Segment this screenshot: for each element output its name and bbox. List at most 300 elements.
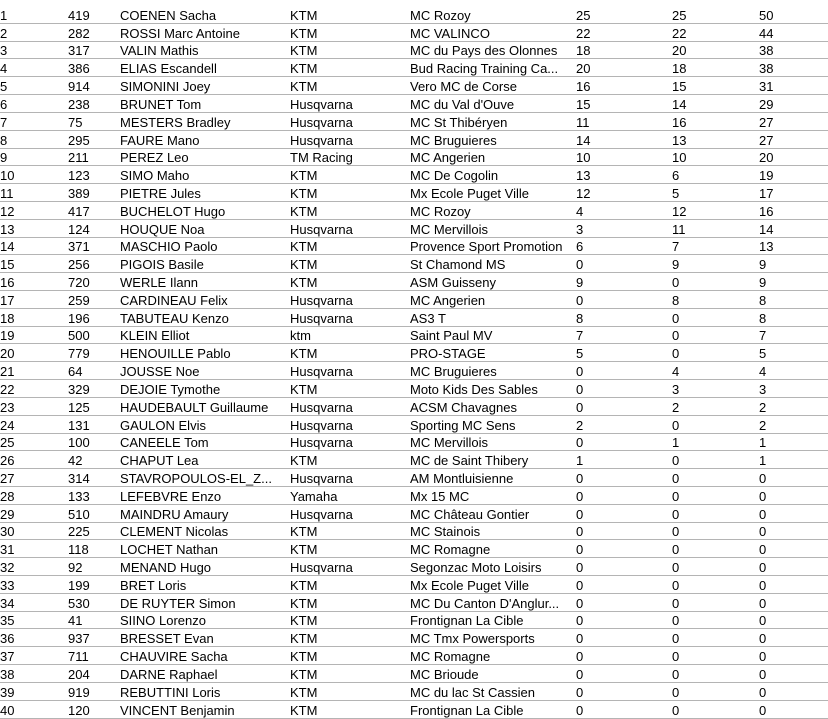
rider-name-cell: VINCENT Benjamin (120, 700, 290, 718)
total-points-cell: 38 (759, 59, 828, 77)
brand-cell: TM Racing (290, 148, 410, 166)
position-cell: 23 (0, 397, 68, 415)
club-cell: MC du lac St Cassien (410, 682, 576, 700)
rider-name-cell: HAUDEBAULT Guillaume (120, 397, 290, 415)
table-row (0, 184, 828, 202)
race2-points-cell: 7 (672, 237, 759, 255)
position-cell: 7 (0, 112, 68, 130)
brand-cell: KTM (290, 41, 410, 59)
race1-points-cell: 0 (576, 504, 672, 522)
brand-cell: KTM (290, 700, 410, 718)
total-points-cell: 0 (759, 576, 828, 594)
total-points-cell: 27 (759, 130, 828, 148)
rider-name-cell: DEJOIE Tymothe (120, 380, 290, 398)
table-row (0, 6, 828, 23)
brand-cell: KTM (290, 451, 410, 469)
rider-name-cell: PEREZ Leo (120, 148, 290, 166)
brand-cell: KTM (290, 611, 410, 629)
rider-name-cell: VALIN Mathis (120, 41, 290, 59)
rider-number-cell: 64 (68, 362, 120, 380)
rider-name-cell: WERLE Ilann (120, 273, 290, 291)
rider-number-cell: 133 (68, 486, 120, 504)
brand-cell: KTM (290, 23, 410, 41)
club-cell: Saint Paul MV (410, 326, 576, 344)
brand-cell: Husqvarna (290, 433, 410, 451)
brand-cell: Husqvarna (290, 291, 410, 309)
position-cell: 40 (0, 700, 68, 718)
race2-points-cell: 0 (672, 611, 759, 629)
table-row (0, 629, 828, 647)
rider-name-cell: DARNE Raphael (120, 665, 290, 683)
table-row (0, 415, 828, 433)
club-cell: MC Rozoy (410, 201, 576, 219)
rider-number-cell: 914 (68, 77, 120, 95)
rider-name-cell: CHAUVIRE Sacha (120, 647, 290, 665)
rider-number-cell: 389 (68, 184, 120, 202)
table-row (0, 576, 828, 594)
rider-number-cell: 329 (68, 380, 120, 398)
total-points-cell: 4 (759, 362, 828, 380)
race2-points-cell: 0 (672, 451, 759, 469)
race1-points-cell: 22 (576, 23, 672, 41)
race2-points-cell: 4 (672, 362, 759, 380)
position-cell: 8 (0, 130, 68, 148)
rider-name-cell: KLEIN Elliot (120, 326, 290, 344)
rider-number-cell: 386 (68, 59, 120, 77)
race1-points-cell: 10 (576, 148, 672, 166)
table-row (0, 593, 828, 611)
club-cell: MC du Val d'Ouve (410, 95, 576, 113)
brand-cell: KTM (290, 166, 410, 184)
table-row (0, 611, 828, 629)
rider-name-cell: MASCHIO Paolo (120, 237, 290, 255)
race2-points-cell: 25 (672, 6, 759, 23)
total-points-cell: 19 (759, 166, 828, 184)
race2-points-cell: 0 (672, 504, 759, 522)
brand-cell: KTM (290, 77, 410, 95)
table-row (0, 59, 828, 77)
rider-number-cell: 75 (68, 112, 120, 130)
rider-name-cell: LEFEBVRE Enzo (120, 486, 290, 504)
brand-cell: KTM (290, 59, 410, 77)
rider-name-cell: ELIAS Escandell (120, 59, 290, 77)
race1-points-cell: 0 (576, 576, 672, 594)
brand-cell: KTM (290, 522, 410, 540)
club-cell: Frontignan La Cible (410, 700, 576, 718)
total-points-cell: 9 (759, 273, 828, 291)
position-cell: 31 (0, 540, 68, 558)
total-points-cell: 7 (759, 326, 828, 344)
club-cell: MC de Saint Thibery (410, 451, 576, 469)
rider-number-cell: 500 (68, 326, 120, 344)
total-points-cell: 17 (759, 184, 828, 202)
race1-points-cell: 3 (576, 219, 672, 237)
brand-cell: KTM (290, 6, 410, 23)
rider-number-cell: 919 (68, 682, 120, 700)
club-cell: MC Bruguieres (410, 130, 576, 148)
club-cell: MC St Thibéryen (410, 112, 576, 130)
rider-number-cell: 211 (68, 148, 120, 166)
brand-cell: Husqvarna (290, 397, 410, 415)
position-cell: 26 (0, 451, 68, 469)
brand-cell: Husqvarna (290, 558, 410, 576)
rider-number-cell: 720 (68, 273, 120, 291)
position-cell: 18 (0, 308, 68, 326)
rider-number-cell: 225 (68, 522, 120, 540)
club-cell: Mx 15 MC (410, 486, 576, 504)
club-cell: Sporting MC Sens (410, 415, 576, 433)
brand-cell: KTM (290, 184, 410, 202)
race1-points-cell: 11 (576, 112, 672, 130)
race2-points-cell: 0 (672, 326, 759, 344)
rider-number-cell: 259 (68, 291, 120, 309)
brand-cell: Husqvarna (290, 362, 410, 380)
race1-points-cell: 0 (576, 700, 672, 718)
race1-points-cell: 0 (576, 486, 672, 504)
total-points-cell: 1 (759, 451, 828, 469)
race2-points-cell: 0 (672, 308, 759, 326)
race1-points-cell: 20 (576, 59, 672, 77)
race2-points-cell: 0 (672, 682, 759, 700)
total-points-cell: 0 (759, 540, 828, 558)
table-row (0, 201, 828, 219)
position-cell: 20 (0, 344, 68, 362)
brand-cell: KTM (290, 665, 410, 683)
race1-points-cell: 0 (576, 540, 672, 558)
total-points-cell: 29 (759, 95, 828, 113)
race2-points-cell: 2 (672, 397, 759, 415)
race1-points-cell: 0 (576, 647, 672, 665)
total-points-cell: 31 (759, 77, 828, 95)
rider-number-cell: 118 (68, 540, 120, 558)
total-points-cell: 9 (759, 255, 828, 273)
race1-points-cell: 13 (576, 166, 672, 184)
table-row (0, 273, 828, 291)
race1-points-cell: 0 (576, 362, 672, 380)
rider-number-cell: 314 (68, 469, 120, 487)
position-cell: 34 (0, 593, 68, 611)
club-cell: AS3 T (410, 308, 576, 326)
total-points-cell: 1 (759, 433, 828, 451)
position-cell: 22 (0, 380, 68, 398)
club-cell: MC Mervillois (410, 219, 576, 237)
rider-number-cell: 204 (68, 665, 120, 683)
race1-points-cell: 0 (576, 522, 672, 540)
club-cell: PRO-STAGE (410, 344, 576, 362)
position-cell: 24 (0, 415, 68, 433)
rider-number-cell: 125 (68, 397, 120, 415)
position-cell: 2 (0, 23, 68, 41)
club-cell: Segonzac Moto Loisirs (410, 558, 576, 576)
brand-cell: ktm (290, 326, 410, 344)
race2-points-cell: 0 (672, 700, 759, 718)
race2-points-cell: 0 (672, 469, 759, 487)
total-points-cell: 0 (759, 611, 828, 629)
club-cell: MC Tmx Powersports (410, 629, 576, 647)
total-points-cell: 0 (759, 682, 828, 700)
club-cell: Mx Ecole Puget Ville (410, 184, 576, 202)
rider-name-cell: CARDINEAU Felix (120, 291, 290, 309)
total-points-cell: 0 (759, 647, 828, 665)
table-row (0, 326, 828, 344)
race2-points-cell: 6 (672, 166, 759, 184)
club-cell: MC Mervillois (410, 433, 576, 451)
race2-points-cell: 13 (672, 130, 759, 148)
total-points-cell: 8 (759, 308, 828, 326)
race1-points-cell: 25 (576, 6, 672, 23)
position-cell: 38 (0, 665, 68, 683)
rider-number-cell: 937 (68, 629, 120, 647)
race1-points-cell: 14 (576, 130, 672, 148)
club-cell: MC De Cogolin (410, 166, 576, 184)
race2-points-cell: 11 (672, 219, 759, 237)
rider-name-cell: HOUQUE Noa (120, 219, 290, 237)
race1-points-cell: 0 (576, 682, 672, 700)
brand-cell: Husqvarna (290, 504, 410, 522)
position-cell: 10 (0, 166, 68, 184)
club-cell: Frontignan La Cible (410, 611, 576, 629)
rider-number-cell: 295 (68, 130, 120, 148)
race2-points-cell: 9 (672, 255, 759, 273)
race1-points-cell: 4 (576, 201, 672, 219)
position-cell: 28 (0, 486, 68, 504)
rider-name-cell: DE RUYTER Simon (120, 593, 290, 611)
total-points-cell: 0 (759, 665, 828, 683)
race2-points-cell: 0 (672, 486, 759, 504)
race1-points-cell: 1 (576, 451, 672, 469)
brand-cell: KTM (290, 540, 410, 558)
position-cell: 13 (0, 219, 68, 237)
brand-cell: KTM (290, 255, 410, 273)
brand-cell: KTM (290, 237, 410, 255)
rider-name-cell: SIMONINI Joey (120, 77, 290, 95)
race1-points-cell: 6 (576, 237, 672, 255)
brand-cell: Yamaha (290, 486, 410, 504)
position-cell: 35 (0, 611, 68, 629)
club-cell: MC Angerien (410, 291, 576, 309)
club-cell: MC Romagne (410, 647, 576, 665)
race2-points-cell: 0 (672, 576, 759, 594)
table-row (0, 558, 828, 576)
brand-cell: KTM (290, 629, 410, 647)
position-cell: 19 (0, 326, 68, 344)
race1-points-cell: 5 (576, 344, 672, 362)
table-row (0, 219, 828, 237)
brand-cell: KTM (290, 593, 410, 611)
rider-name-cell: STAVROPOULOS-EL_Z... (120, 469, 290, 487)
table-row (0, 700, 828, 718)
brand-cell: KTM (290, 380, 410, 398)
race2-points-cell: 10 (672, 148, 759, 166)
race1-points-cell: 9 (576, 273, 672, 291)
table-row (0, 486, 828, 504)
rider-number-cell: 131 (68, 415, 120, 433)
position-cell: 17 (0, 291, 68, 309)
rider-name-cell: TABUTEAU Kenzo (120, 308, 290, 326)
table-row (0, 504, 828, 522)
table-row (0, 95, 828, 113)
race1-points-cell: 0 (576, 469, 672, 487)
race2-points-cell: 15 (672, 77, 759, 95)
race2-points-cell: 0 (672, 665, 759, 683)
club-cell: MC Rozoy (410, 6, 576, 23)
total-points-cell: 2 (759, 415, 828, 433)
position-cell: 5 (0, 77, 68, 95)
race2-points-cell: 22 (672, 23, 759, 41)
brand-cell: Husqvarna (290, 415, 410, 433)
table-row (0, 130, 828, 148)
table-row (0, 433, 828, 451)
rider-name-cell: PIETRE Jules (120, 184, 290, 202)
table-row (0, 344, 828, 362)
total-points-cell: 44 (759, 23, 828, 41)
position-cell: 6 (0, 95, 68, 113)
rider-name-cell: JOUSSE Noe (120, 362, 290, 380)
race1-points-cell: 15 (576, 95, 672, 113)
table-row (0, 148, 828, 166)
club-cell: St Chamond MS (410, 255, 576, 273)
race1-points-cell: 7 (576, 326, 672, 344)
rider-name-cell: MAINDRU Amaury (120, 504, 290, 522)
brand-cell: KTM (290, 576, 410, 594)
club-cell: MC Du Canton D'Anglur... (410, 593, 576, 611)
rider-number-cell: 417 (68, 201, 120, 219)
rider-number-cell: 100 (68, 433, 120, 451)
position-cell: 36 (0, 629, 68, 647)
position-cell: 4 (0, 59, 68, 77)
rider-name-cell: CANEELE Tom (120, 433, 290, 451)
race2-points-cell: 0 (672, 629, 759, 647)
race2-points-cell: 20 (672, 41, 759, 59)
race2-points-cell: 12 (672, 201, 759, 219)
race2-points-cell: 0 (672, 522, 759, 540)
race2-points-cell: 0 (672, 273, 759, 291)
race1-points-cell: 18 (576, 41, 672, 59)
rider-name-cell: BRUNET Tom (120, 95, 290, 113)
race1-points-cell: 8 (576, 308, 672, 326)
total-points-cell: 0 (759, 522, 828, 540)
position-cell: 11 (0, 184, 68, 202)
rider-name-cell: FAURE Mano (120, 130, 290, 148)
club-cell: MC VALINCO (410, 23, 576, 41)
total-points-cell: 0 (759, 558, 828, 576)
race2-points-cell: 0 (672, 540, 759, 558)
race1-points-cell: 12 (576, 184, 672, 202)
table-row (0, 308, 828, 326)
race1-points-cell: 0 (576, 291, 672, 309)
race1-points-cell: 0 (576, 433, 672, 451)
position-cell: 30 (0, 522, 68, 540)
race2-points-cell: 0 (672, 647, 759, 665)
rider-number-cell: 92 (68, 558, 120, 576)
table-row (0, 362, 828, 380)
position-cell: 29 (0, 504, 68, 522)
rider-name-cell: BUCHELOT Hugo (120, 201, 290, 219)
position-cell: 16 (0, 273, 68, 291)
race1-points-cell: 2 (576, 415, 672, 433)
position-cell: 21 (0, 362, 68, 380)
race2-points-cell: 5 (672, 184, 759, 202)
rider-name-cell: MESTERS Bradley (120, 112, 290, 130)
table-row (0, 23, 828, 41)
race1-points-cell: 0 (576, 593, 672, 611)
table-row (0, 540, 828, 558)
rider-number-cell: 42 (68, 451, 120, 469)
club-cell: MC Romagne (410, 540, 576, 558)
rider-name-cell: BRET Loris (120, 576, 290, 594)
position-cell: 33 (0, 576, 68, 594)
race1-points-cell: 16 (576, 77, 672, 95)
club-cell: MC Brioude (410, 665, 576, 683)
rider-number-cell: 41 (68, 611, 120, 629)
brand-cell: Husqvarna (290, 308, 410, 326)
club-cell: AM Montluisienne (410, 469, 576, 487)
rider-number-cell: 120 (68, 700, 120, 718)
rider-number-cell: 779 (68, 344, 120, 362)
position-cell: 14 (0, 237, 68, 255)
position-cell: 1 (0, 6, 68, 23)
total-points-cell: 0 (759, 629, 828, 647)
rider-name-cell: GAULON Elvis (120, 415, 290, 433)
rider-name-cell: ROSSI Marc Antoine (120, 23, 290, 41)
position-cell: 9 (0, 148, 68, 166)
rider-number-cell: 530 (68, 593, 120, 611)
race1-points-cell: 0 (576, 629, 672, 647)
rider-name-cell: SIINO Lorenzo (120, 611, 290, 629)
position-cell: 12 (0, 201, 68, 219)
position-cell: 15 (0, 255, 68, 273)
table-row (0, 41, 828, 59)
brand-cell: KTM (290, 682, 410, 700)
club-cell: Vero MC de Corse (410, 77, 576, 95)
race2-points-cell: 18 (672, 59, 759, 77)
table-row (0, 397, 828, 415)
rider-number-cell: 199 (68, 576, 120, 594)
table-row (0, 380, 828, 398)
brand-cell: KTM (290, 201, 410, 219)
rider-name-cell: CHAPUT Lea (120, 451, 290, 469)
club-cell: Mx Ecole Puget Ville (410, 576, 576, 594)
total-points-cell: 0 (759, 593, 828, 611)
race2-points-cell: 16 (672, 112, 759, 130)
total-points-cell: 16 (759, 201, 828, 219)
total-points-cell: 5 (759, 344, 828, 362)
club-cell: ACSM Chavagnes (410, 397, 576, 415)
brand-cell: KTM (290, 273, 410, 291)
race2-points-cell: 0 (672, 558, 759, 576)
total-points-cell: 8 (759, 291, 828, 309)
table-row (0, 291, 828, 309)
club-cell: MC Bruguieres (410, 362, 576, 380)
race2-points-cell: 8 (672, 291, 759, 309)
table-row (0, 682, 828, 700)
race1-points-cell: 0 (576, 611, 672, 629)
total-points-cell: 27 (759, 112, 828, 130)
race2-points-cell: 14 (672, 95, 759, 113)
club-cell: MC Angerien (410, 148, 576, 166)
club-cell: MC du Pays des Olonnes (410, 41, 576, 59)
total-points-cell: 14 (759, 219, 828, 237)
club-cell: Moto Kids Des Sables (410, 380, 576, 398)
race1-points-cell: 0 (576, 558, 672, 576)
total-points-cell: 0 (759, 469, 828, 487)
total-points-cell: 20 (759, 148, 828, 166)
brand-cell: Husqvarna (290, 112, 410, 130)
position-cell: 3 (0, 41, 68, 59)
rider-number-cell: 282 (68, 23, 120, 41)
results-body (0, 6, 828, 718)
club-cell: Provence Sport Promotion (410, 237, 576, 255)
